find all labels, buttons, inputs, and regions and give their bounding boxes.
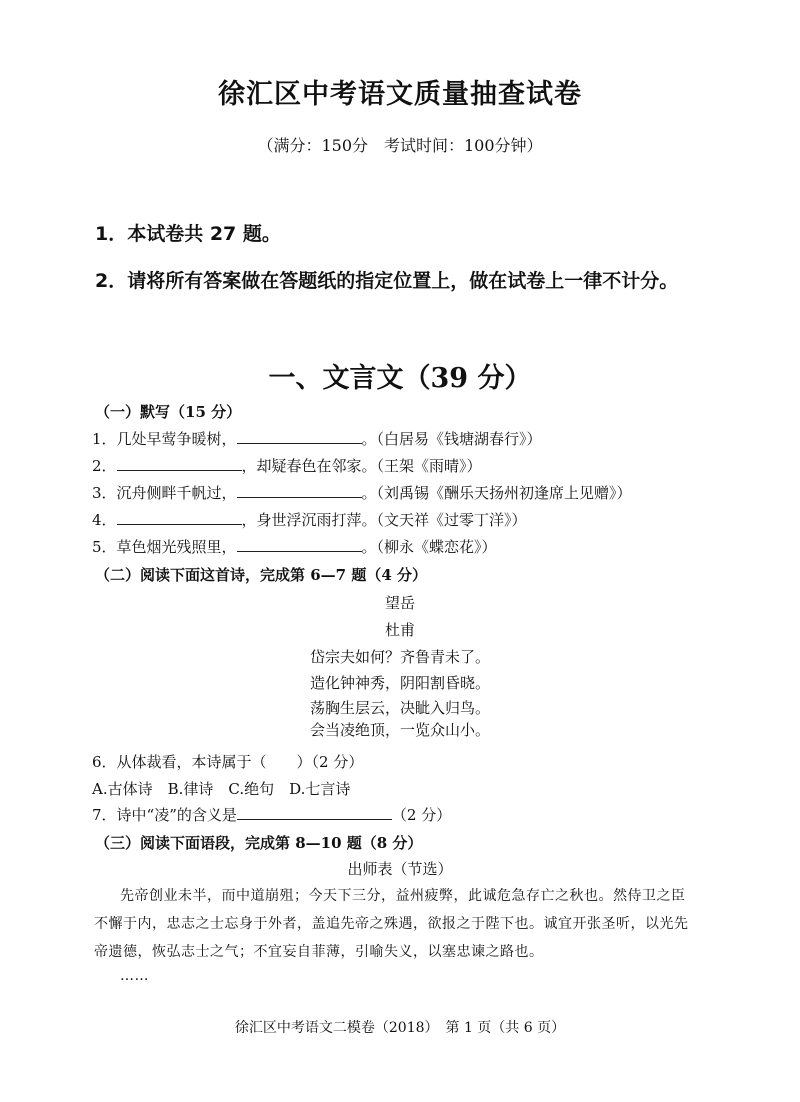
item-text: 1．几处早莺争暖树，: [92, 430, 237, 448]
poem-line: 造化钟神秀，阴阳割昏晓。: [309, 674, 490, 692]
dictation-item-1: [92, 428, 542, 449]
passage-title: 出师表（节选）: [347, 860, 453, 878]
answer-blank: [117, 456, 242, 471]
poem-line: 荡胸生层云，决眦入归鸟。: [309, 699, 490, 717]
poem-author: 杜甫: [384, 621, 415, 639]
item-text: 2．: [92, 457, 117, 475]
question-7: [92, 804, 451, 825]
poem-title: 望岳: [384, 594, 415, 612]
dictation-item-3: [92, 482, 632, 503]
answer-blank: [237, 805, 392, 820]
section-title: 一、文言文（39 分）: [268, 363, 532, 394]
part1-heading: （一）默写（15 分）: [95, 403, 242, 421]
question-7-text: 7．诗中“凌”的含义是: [92, 806, 237, 824]
answer-blank: [117, 510, 242, 525]
exam-subtitle: （满分：150分 考试时间：100分钟）: [257, 136, 543, 155]
answer-blank: [237, 483, 362, 498]
instruction-2: 2．请将所有答案做在答题纸的指定位置上，做在试卷上一律不计分。: [95, 270, 679, 292]
poem-line: 岱宗夫如何？齐鲁青未了。: [309, 648, 490, 666]
passage-line: 帝遗德，恢弘志士之气；不宜妄自菲薄，引喻失义，以塞忠谏之路也。: [94, 944, 544, 960]
dictation-item-5: [92, 536, 497, 557]
part3-heading: （三）阅读下面语段，完成第 8—10 题（8 分）: [95, 834, 423, 852]
item-source: ，却疑春色在邻家。（王架《雨晴》）: [241, 457, 482, 475]
exam-title: 徐汇区中考语文质量抽查试卷: [218, 79, 582, 110]
answer-blank: [237, 537, 362, 552]
item-source: 。（柳永《蝶恋花》）: [361, 538, 497, 556]
question-6-options: A.古体诗 B.律诗 C.绝句 D.七言诗: [92, 780, 351, 798]
passage-line: 不懈于内，忠志之士忘身于外者，盖追先帝之殊遇，欲报之于陛下也。诚宜开张圣听，以光先: [94, 916, 689, 932]
item-text: 3．沉舟侧畔千帆过，: [92, 484, 237, 502]
dictation-item-4: [92, 509, 527, 530]
question-7-score: （2 分）: [391, 806, 452, 824]
question-6: 6．从体裁看，本诗属于（ ）（2 分）: [92, 753, 364, 771]
part2-heading: （二）阅读下面这首诗，完成第 6—7 题（4 分）: [95, 566, 427, 584]
answer-blank: [237, 429, 362, 444]
item-source: 。（刘禹锡《酬乐天扬州初逢席上见赠》）: [361, 484, 632, 502]
page-footer: 徐汇区中考语文二模卷（2018） 第 1 页（共 6 页）: [234, 1020, 566, 1036]
dictation-item-2: [92, 455, 482, 476]
item-text: 4．: [92, 511, 117, 529]
passage-ellipsis: ……: [120, 968, 149, 984]
instruction-1: 1．本试卷共 27 题。: [95, 223, 281, 245]
item-source: 。（白居易《钱塘湖春行》）: [361, 430, 542, 448]
poem-line: 会当凌绝顶，一览众山小。: [309, 721, 490, 739]
item-text: 5．草色烟光残照里，: [92, 538, 237, 556]
item-source: ，身世浮沉雨打萍。（文天祥《过零丁洋》）: [241, 511, 527, 529]
passage-line: 先帝创业未半，而中道崩殂；今天下三分，益州疲弊，此诚危急存亡之秋也。然侍卫之臣: [120, 888, 686, 904]
